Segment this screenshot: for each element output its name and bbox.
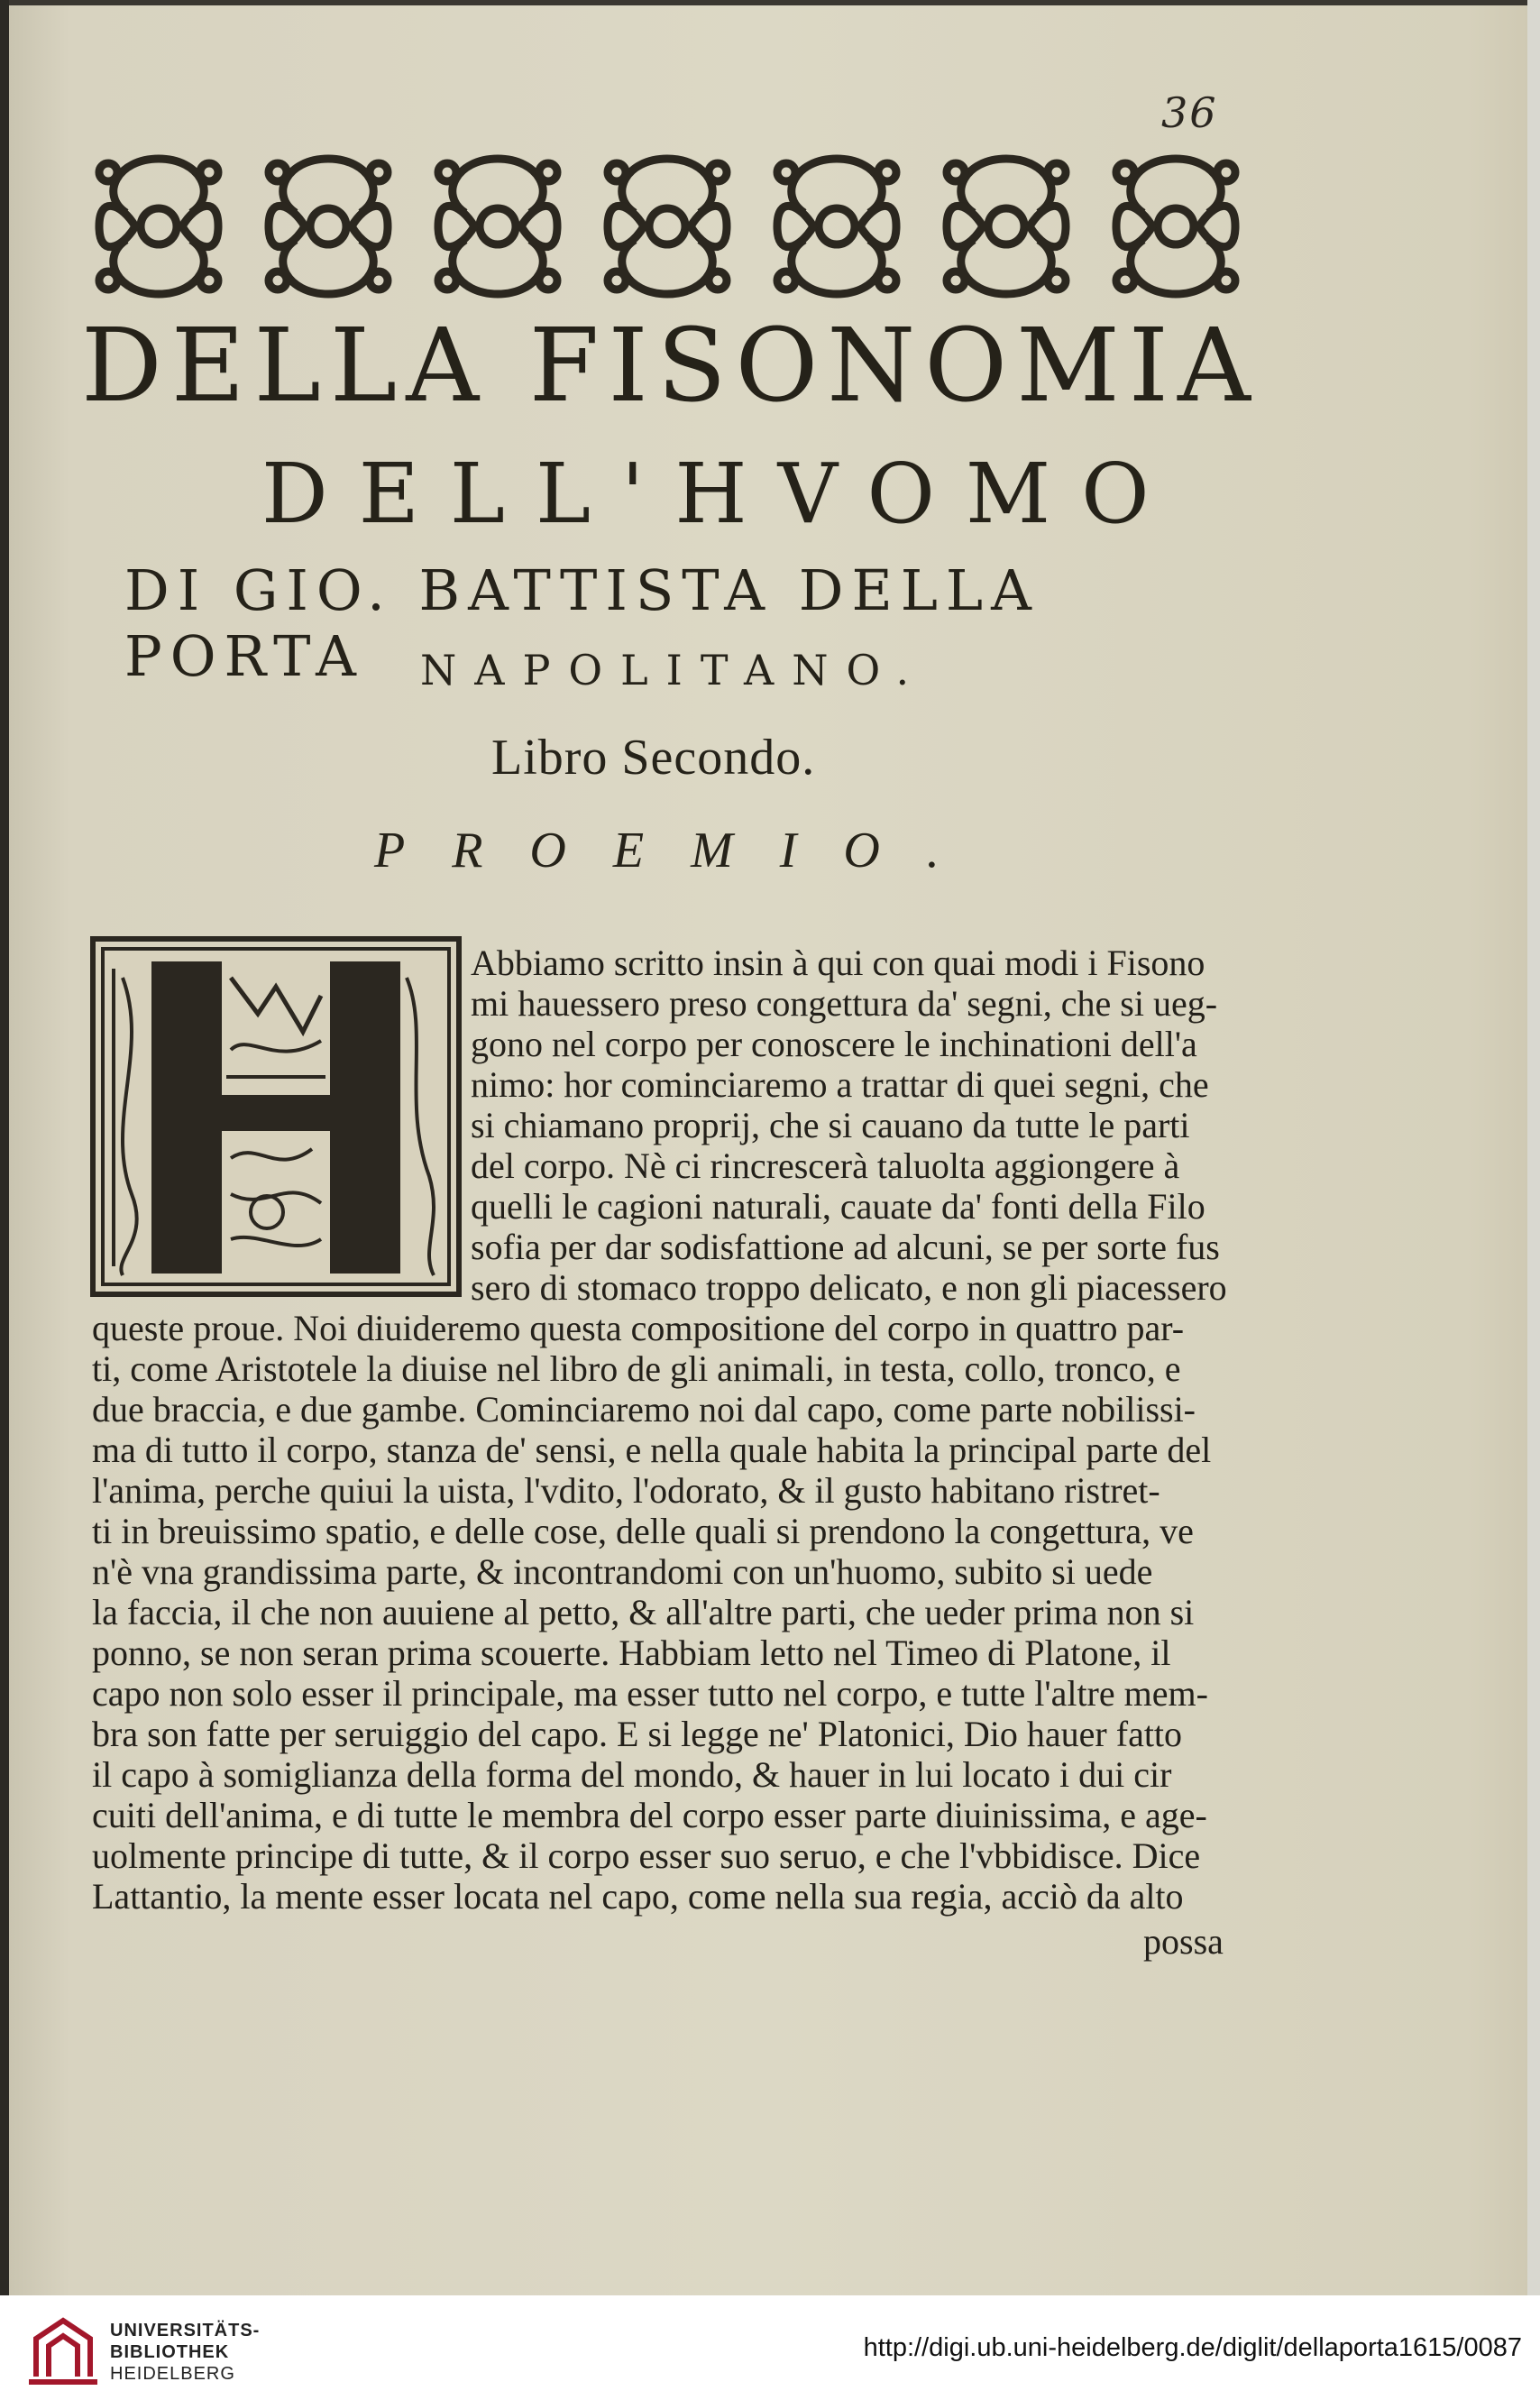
scan-edge-right — [1527, 0, 1540, 2295]
text-line: il capo à somiglianza della forma del mondo, & hauer in lui locato i dui cir — [92, 1754, 1172, 1795]
fleuron-icon — [759, 141, 914, 312]
text-line: bra son fatte per seruiggio del capo. E si legge ne' Platonici, Dio hauer fatto — [92, 1714, 1183, 1754]
author-origin: NAPOLITANO. — [420, 646, 928, 694]
title-main: DELLA FISONOMIA — [81, 308, 1260, 425]
author-line: DI GIO. BATTISTA DELLA PORTA — [124, 557, 1040, 689]
text-line: del corpo. Nè ci rincrescerà taluolta aggiongere à — [471, 1145, 1180, 1186]
ornament-band — [81, 141, 1253, 312]
permalink-url[interactable]: http://digi.ub.uni-heidelberg.de/diglit/dellaporta1615/0087 — [863, 2333, 1522, 2362]
book-page — [9, 5, 1527, 2295]
library-name-line-3: HEIDELBERG — [110, 2364, 235, 2384]
scan-edge-left — [0, 0, 9, 2295]
viewer-footer — [0, 2295, 1540, 2400]
text-line: capo non solo esser il principale, ma esser tutto nel corpo, e tutte l'altre mem- — [92, 1673, 1208, 1714]
section-heading: PROEMIO. — [374, 823, 986, 878]
decorated-initial-h — [90, 936, 462, 1297]
library-name-line-1: UNIVERSITÄTS- — [110, 2321, 261, 2340]
text-line: gono nel corpo per conoscere le inchinationi dell'a — [471, 1024, 1197, 1064]
woodcut-initial-icon — [96, 942, 456, 1292]
university-logo-icon — [27, 2312, 99, 2386]
text-line: due braccia, e due gambe. Cominciaremo noi dal capo, come parte nobilissi- — [92, 1389, 1196, 1430]
fleuron-icon — [1098, 141, 1253, 312]
text-line: cuiti dell'anima, e di tutte le membra del corpo esser parte diuinissima, e age- — [92, 1795, 1207, 1835]
text-line: n'è vna grandissima parte, & incontrandomi con un'huomo, subito si uede — [92, 1551, 1153, 1592]
fleuron-icon — [251, 141, 406, 312]
text-line: quelli le cagioni naturali, cauate da' fonti della Filo — [471, 1186, 1205, 1227]
title-subject: DELL'HVOMO — [261, 446, 1180, 542]
library-name-line-2: BIBLIOTHEK — [110, 2342, 230, 2362]
text-line: ti, come Aristotele la diuise nel libro de gli animali, in testa, collo, tronco, e — [92, 1348, 1181, 1389]
text-line: queste proue. Noi diuideremo questa compositione del corpo in quattro par- — [92, 1308, 1185, 1348]
text-line: Lattantio, la mente esser locata nel capo, come nella sua regia, acciò da alto — [92, 1876, 1184, 1917]
fleuron-icon — [81, 141, 236, 312]
fleuron-icon — [929, 141, 1084, 312]
text-line: si chiamano proprij, che si cauano da tutte le parti — [471, 1105, 1190, 1145]
book-heading: Libro Secondo. — [491, 730, 816, 786]
text-line: ma di tutto il corpo, stanza de' sensi, e nella quale habita la principal parte del — [92, 1430, 1212, 1470]
text-line: l'anima, perche quiui la uista, l'vdito, l'odorato, & il gusto habitano ristret- — [92, 1470, 1160, 1511]
text-line: sero di stomaco troppo delicato, e non gli piacessero — [471, 1267, 1227, 1308]
text-line: Abbiamo scritto insin à qui con quai modi i Fisono — [471, 943, 1205, 983]
text-line: ti in breuissimo spatio, e delle cose, delle quali si prendono la congettura, ve — [92, 1511, 1194, 1551]
text-line: la faccia, il che non auuiene al petto, & all'altre parti, che ueder prima non si — [92, 1592, 1195, 1632]
fleuron-icon — [590, 141, 745, 312]
text-line: sofia per dar sodisfattione ad alcuni, se per sorte fus — [471, 1227, 1220, 1267]
text-line: nimo: hor cominciaremo a trattar di quei segni, che — [471, 1064, 1209, 1105]
text-line: uolmente principe di tutte, & il corpo esser suo seruo, e che l'vbbidisce. Dice — [92, 1835, 1201, 1876]
page-number: 36 — [1161, 88, 1218, 137]
fleuron-icon — [420, 141, 575, 312]
catchword: possa — [1143, 1921, 1224, 1962]
text-line: mi hauessero preso congettura da' segni, che si ueg- — [471, 983, 1218, 1024]
text-line: ponno, se non seran prima scouerte. Habbiam letto nel Timeo di Platone, il — [92, 1632, 1171, 1673]
